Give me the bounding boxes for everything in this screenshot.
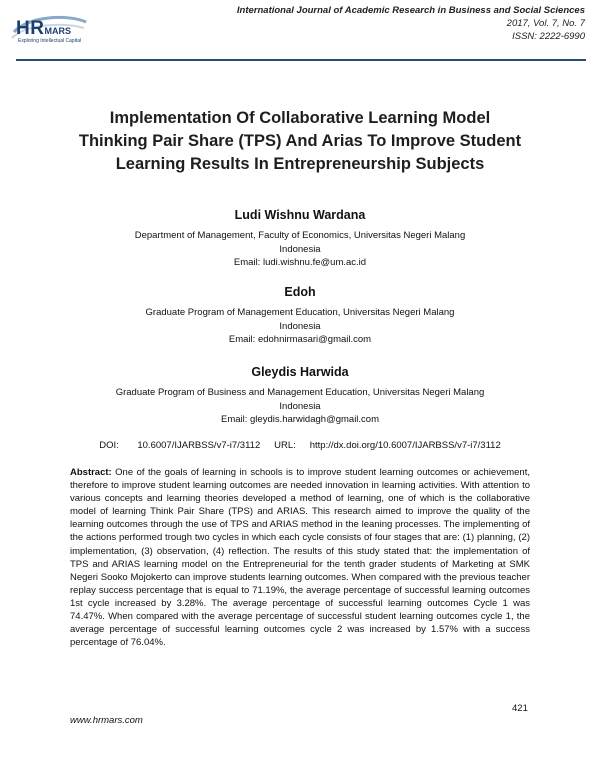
page-number: 421 bbox=[512, 703, 528, 714]
journal-name: International Journal of Academic Research in Business and Social Sciences bbox=[236, 5, 585, 16]
title-line: Learning Results In Entrepreneurship Subjects bbox=[115, 155, 485, 173]
footer-website-link[interactable]: www.hrmars.com bbox=[70, 715, 143, 726]
author-country: Indonesia bbox=[279, 400, 321, 412]
doi-line bbox=[0, 440, 600, 451]
author-affiliation: Graduate Program of Management Education, Universitas Negeri Malang bbox=[145, 307, 455, 318]
author-name: Gleydis Harwida bbox=[251, 365, 349, 379]
author-email: Email: gleydis.harwidagh@gmail.com bbox=[220, 414, 379, 425]
logo-wordmark: HRMARS bbox=[16, 18, 71, 39]
paper-title bbox=[40, 107, 560, 176]
author-email: Email: ludi.wishnu.fe@um.ac.id bbox=[233, 257, 367, 268]
doi-label: DOI: bbox=[99, 440, 119, 451]
author-block bbox=[40, 284, 560, 347]
header-divider bbox=[16, 59, 586, 61]
author-name: Edoh bbox=[284, 285, 316, 299]
journal-header bbox=[237, 4, 585, 43]
logo-tagline: Exploring Intellectual Capital bbox=[18, 38, 82, 44]
url-link[interactable]: http://dx.doi.org/10.6007/IJARBSS/v7-i7/3112 bbox=[309, 440, 501, 451]
journal-volume: 2017, Vol. 7, No. 7 bbox=[506, 18, 585, 29]
author-block bbox=[40, 364, 560, 427]
abstract bbox=[70, 466, 530, 649]
author-affiliation: Department of Management, Faculty of Economics, Universitas Negeri Malang bbox=[134, 230, 466, 241]
author-block bbox=[40, 207, 560, 270]
author-name: Ludi Wishnu Wardana bbox=[234, 208, 366, 222]
url-label: URL: bbox=[274, 440, 296, 451]
author-country: Indonesia bbox=[279, 243, 321, 255]
title-line: Thinking Pair Share (TPS) And Arias To Improve Student bbox=[78, 132, 522, 150]
doi-value[interactable]: 10.6007/IJARBSS/v7-i7/3112 bbox=[137, 440, 261, 451]
author-country: Indonesia bbox=[279, 320, 321, 332]
author-email: Email: edohnirmasari@gmail.com bbox=[228, 334, 372, 345]
author-affiliation: Graduate Program of Business and Management Education, Universitas Negeri Malang bbox=[115, 387, 485, 398]
abstract-text: One of the goals of learning in schools is to improve student learning outcomes or achievement, therefore to improve student learning outcomes are needed innovation in learning activities. With attention to various concepts and learning theories developed a method of learning, one of which is the collaborative model of learning Think Pair Share (TPS) and ARIAS. This research aimed to improve the quality of the learning outcomes through the use of TPS and ARIAS method in the leaning processes. The implementing of the actions performed trough two cycles in which each cycle consists of four stages that are: (1) planning, (2) implementation, (3) observation, (4) reflection. The results of this study stated that: the implementation of TPS and ARIAS learning model on the Entrepreneurial for the tenth grader students of Marketing at SMK Negeri Sooko Mojokerto can improve students learning outcomes. When compared with the previous teacher replay success percentage that is equal to 71.19%, the average percentage of successful learning outcomes 1st cycle increased by 3.28%. The average percentage of successful learning outcomes Cycle 1 was 74.47%. When compared with the average percentage of successful student learning outcomes cycle 1, the average percentage of successful learning outcomes cycle 2 was increased by 1.57% with a success percentage of 76.04%. bbox=[70, 467, 530, 649]
abstract-label: Abstract: bbox=[70, 467, 112, 478]
title-line: Implementation Of Collaborative Learning Model bbox=[109, 109, 491, 127]
journal-issn: ISSN: 2222-6990 bbox=[512, 31, 585, 42]
